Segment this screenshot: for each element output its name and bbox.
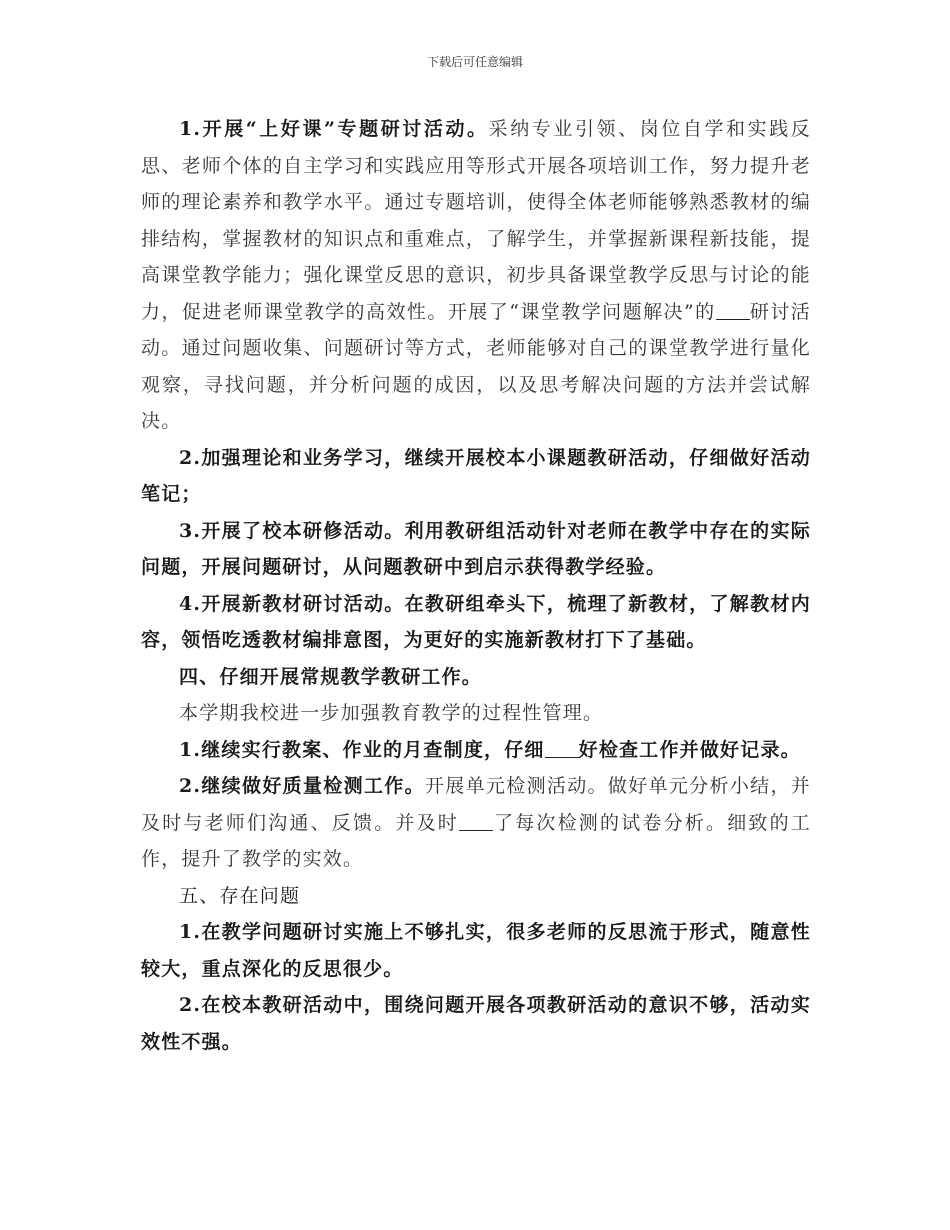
document-body	[141, 111, 811, 1060]
paragraph-1-heading: 1.开展“上好课”专题研讨活动。	[179, 118, 489, 140]
paragraph-9: 2.在校本教研活动中，围绕问题开展各项教研活动的意识不够，活动实效性不强。	[141, 994, 811, 1053]
fill-blank-line	[545, 739, 579, 758]
section-heading-5: 五、存在问题	[179, 884, 301, 907]
paragraph-1-text-b: 研讨活动。通过问题收集、问题研讨等方式，老师能够对自己的课堂教学进行量化观察，寻找问题，并分析问题的成因，以及思考解决问题的方法并尝试解决。	[141, 300, 811, 432]
paragraph-5: 本学期我校进一步加强教育教学的过程性管理。	[179, 702, 604, 724]
paragraph-6-text-b: 好检查工作并做好记录。	[578, 738, 801, 761]
paragraph-6-text-a: 1.继续实行教案、作业的月查制度，仔细	[179, 738, 545, 761]
page-header: 下载后可任意编辑	[426, 55, 523, 69]
section-heading-4: 四、仔细开展常规教学教研工作。	[179, 665, 483, 688]
paragraph-6	[141, 732, 811, 769]
paragraph-8: 1.在教学问题研讨实施上不够扎实，很多老师的反思流于形式，随意性较大，重点深化的反思很少。	[141, 921, 811, 980]
paragraph-7-text-b: 了每次检测的试卷分析。细致的工作，提升了教学的实效。	[141, 811, 811, 870]
paragraph-3: 3.开展了校本研修活动。利用教研组活动针对老师在教学中存在的实际问题，开展问题研讨，从问题教研中到启示获得教学经验。	[141, 519, 811, 578]
paragraph-1	[141, 111, 811, 440]
paragraph-1-text-a: 采纳专业引领、岗位自学和实践反思、老师个体的自主学习和实践应用等形式开展各项培训工作，努力提升老师的理论素养和教学水平。通过专题培训，使得全体老师能够熟悉教材的编排结构，掌握教材的知识点和重难点，了解学生，并掌握新课程新技能，提高课堂教学能力；强化课堂反思的意识，初步具备课堂教学反思与讨论的能力，促进老师课堂教学的高效性。开展了“课堂教学问题解决”的	[141, 118, 811, 323]
paragraph-4: 4.开展新教材研讨活动。在教研组牵头下，梳理了新教材，了解教材内容，领悟吃透教材编排意图，为更好的实施新教材打下了基础。	[141, 592, 811, 651]
paragraph-7-heading: 2.继续做好质量检测工作。	[179, 775, 425, 797]
paragraph-2: 2.加强理论和业务学习，继续开展校本小课题教研活动，仔细做好活动笔记；	[141, 446, 811, 505]
fill-blank-line	[459, 812, 493, 831]
paragraph-7	[141, 768, 811, 878]
fill-blank-line	[716, 301, 750, 320]
paragraph-7-text-a: 开展单元检测活动。做好单元分析小结，并及时与老师们沟通、反馈。并及时	[141, 775, 811, 834]
